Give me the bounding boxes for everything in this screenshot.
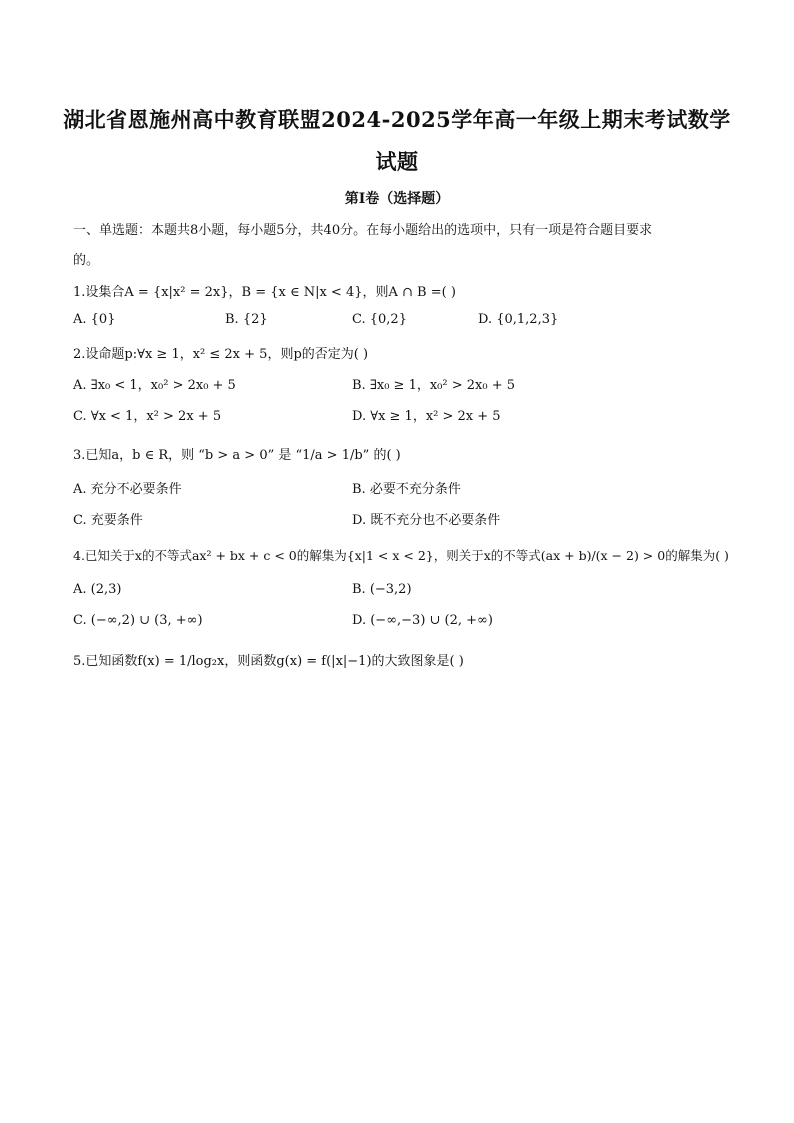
question-4-option-d: D. (−∞,−3) ∪ (2, +∞) (352, 613, 493, 628)
question-3-option-a: A. 充分不必要条件 (73, 482, 182, 497)
question-4-stem: 4.已知关于x的不等式ax² + bx + c < 0的解集为{x|1 < x < 2}，则关于x的不等式(ax + b)/(x − 2) > 0的解集为( ) (73, 548, 729, 563)
instructions-line-2: 的。 (73, 253, 100, 268)
question-4-option-a: A. (2,3) (73, 582, 122, 597)
question-2-stem: 2.设命题p:∀x ≥ 1，x² ≤ 2x + 5，则p的否定为( ) (73, 347, 369, 362)
question-4-option-b: B. (−3,2) (352, 582, 412, 597)
exam-title-line-2: 试题 (375, 149, 419, 174)
question-2-option-c: C. ∀x < 1，x² > 2x + 5 (73, 409, 222, 424)
question-3-option-c: C. 充要条件 (73, 513, 143, 528)
question-1-option-d: D. {0,1,2,3} (478, 312, 559, 327)
question-2-option-a: A. ∃x₀ < 1，x₀² > 2x₀ + 5 (73, 378, 236, 393)
question-1-stem: 1.设集合A = {x|x² = 2x}，B = {x ∈ N|x < 4}，则A ∩ B =( ) (73, 285, 456, 300)
exam-title-line-1: 湖北省恩施州高中教育联盟2024-2025学年高一年级上期末考试数学 (63, 107, 731, 132)
question-3-stem: 3.已知a，b ∈ R，则 “b > a > 0” 是 “1/a > 1/b” 的( ) (73, 448, 401, 463)
question-4-option-c: C. (−∞,2) ∪ (3, +∞) (73, 613, 203, 628)
question-3-option-b: B. 必要不充分条件 (352, 482, 461, 497)
question-2-option-b: B. ∃x₀ ≥ 1，x₀² > 2x₀ + 5 (352, 378, 515, 393)
instructions-line-1: 一、单选题：本题共8小题，每小题5分，共40分。在每小题给出的选项中，只有一项是符合题目要求 (73, 223, 653, 238)
section-heading: 第I卷（选择题） (344, 191, 450, 207)
question-5-stem: 5.已知函数f(x) = 1/log₂x，则函数g(x) = f(|x|−1)的大致图象是( ) (73, 654, 464, 669)
question-1-option-c: C. {0,2} (352, 312, 407, 327)
question-1-option-a: A. {0} (73, 312, 116, 327)
question-1-option-b: B. {2} (225, 312, 268, 327)
question-3-option-d: D. 既不充分也不必要条件 (352, 513, 501, 528)
question-2-option-d: D. ∀x ≥ 1，x² > 2x + 5 (352, 409, 501, 424)
